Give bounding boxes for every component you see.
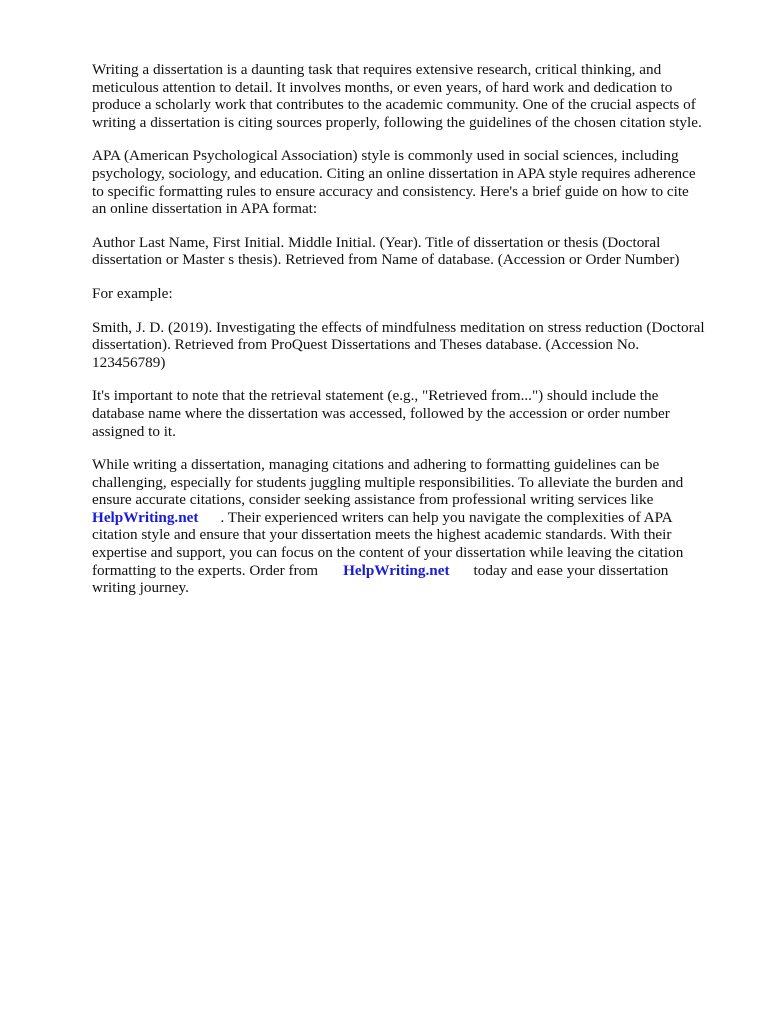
text-line: writing a dissertation is citing sources properly, following the guidelines of the chosen citation style. bbox=[92, 113, 702, 131]
format-template-paragraph bbox=[92, 234, 722, 269]
text-line: assigned to it. bbox=[92, 422, 176, 440]
text-line: psychology, sociology, and education. Citing an online dissertation in APA style requires adherence bbox=[92, 164, 696, 182]
promo-paragraph bbox=[92, 456, 722, 597]
text-line bbox=[92, 509, 722, 527]
text-line: expertise and support, you can focus on the content of your dissertation while leaving the citation bbox=[92, 544, 684, 562]
text-fragment: today and ease your dissertation bbox=[473, 561, 669, 579]
text-line: It's important to note that the retrieval statement (e.g., "Retrieved from...") should include the bbox=[92, 387, 659, 405]
text-line: meticulous attention to detail. It involves months, or even years, of hard work and dedication to bbox=[92, 78, 673, 96]
text-line: database name where the dissertation was accessed, followed by the accession or order number bbox=[92, 404, 670, 422]
text-fragment: . Their experienced writers can help you navigate the complexities of APA bbox=[220, 508, 673, 526]
text-line: APA (American Psychological Association) style is commonly used in social sciences, including bbox=[92, 147, 679, 165]
text-line: dissertation). Retrieved from ProQuest Dissertations and Theses database. (Accession No. bbox=[92, 336, 640, 354]
text-line: citation style and ensure that your dissertation meets the highest academic standards. With their bbox=[92, 526, 672, 544]
text-line: challenging, especially for students juggling multiple responsibilities. To alleviate the burden and bbox=[92, 473, 684, 491]
intro-paragraph bbox=[92, 61, 722, 131]
retrieval-note-paragraph bbox=[92, 387, 722, 440]
text-line: ensure accurate citations, consider seeking assistance from professional writing services like bbox=[92, 491, 654, 509]
text-line: produce a scholarly work that contributes to the academic community. One of the crucial aspects of bbox=[92, 96, 696, 114]
apa-paragraph bbox=[92, 147, 722, 217]
text-line: Smith, J. D. (2019). Investigating the effects of mindfulness meditation on stress reduction (Doctoral bbox=[92, 318, 705, 336]
text-line: For example: bbox=[92, 284, 173, 302]
text-line: Writing a dissertation is a daunting task that requires extensive research, critical thinking, and bbox=[92, 61, 662, 78]
text-line: While writing a dissertation, managing citations and adhering to formatting guidelines can be bbox=[92, 456, 660, 474]
document-page bbox=[92, 61, 722, 613]
example-heading-paragraph bbox=[92, 285, 722, 303]
text-fragment: formatting to the experts. Order from bbox=[92, 561, 319, 579]
text-line: to specific formatting rules to ensure accuracy and consistency. Here's a brief guide on how to cite bbox=[92, 182, 689, 200]
text-line: an online dissertation in APA format: bbox=[92, 200, 318, 218]
text-line: 123456789) bbox=[92, 353, 166, 371]
helpwriting-link[interactable]: HelpWriting.net bbox=[92, 508, 199, 526]
text-line: Author Last Name, First Initial. Middle Initial. (Year). Title of dissertation or thesis (Doctoral bbox=[92, 233, 661, 251]
text-line bbox=[92, 562, 722, 580]
text-line: writing journey. bbox=[92, 579, 189, 597]
helpwriting-link-2[interactable]: HelpWriting.net bbox=[343, 561, 450, 579]
text-line: dissertation or Master s thesis). Retrieved from Name of database. (Accession or Order Number) bbox=[92, 251, 680, 269]
example-citation-paragraph bbox=[92, 319, 722, 372]
